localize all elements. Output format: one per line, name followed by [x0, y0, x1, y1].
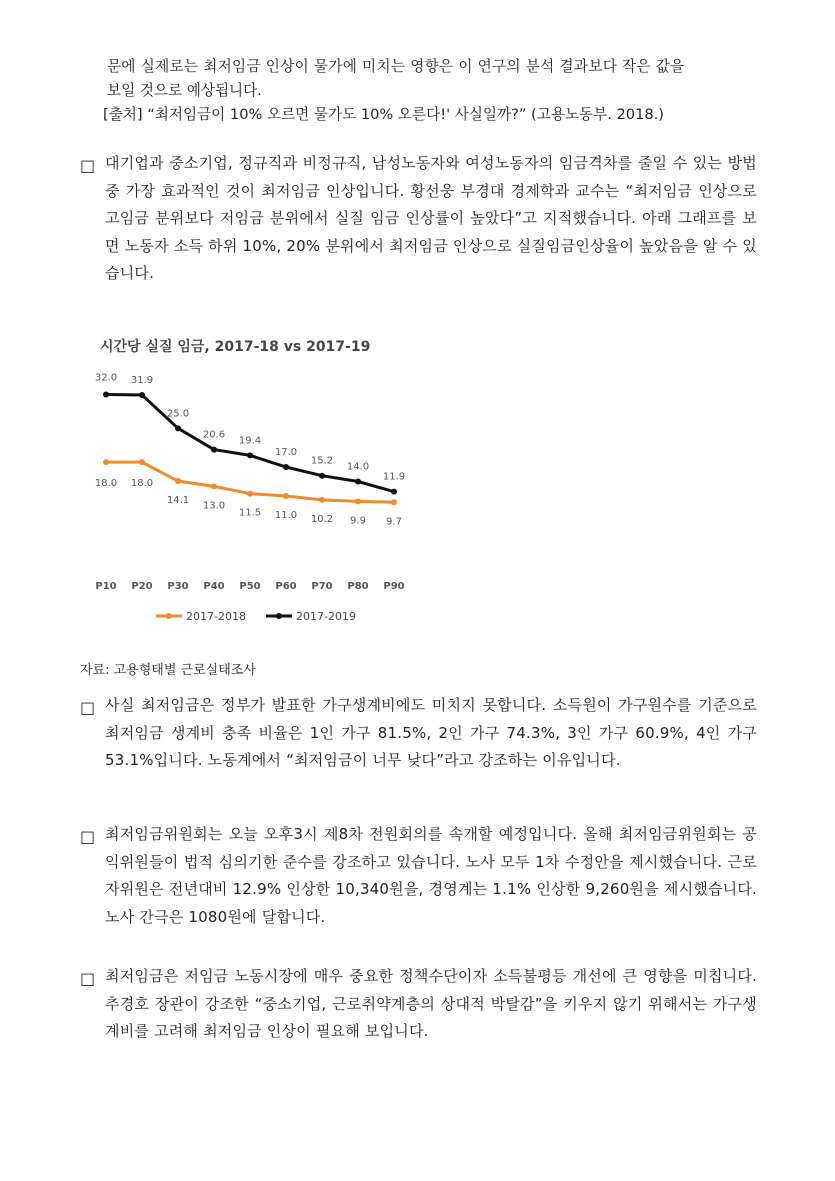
data-label-2017-2019-P10: 32.0 — [94, 372, 118, 384]
bullet-2: □ — [80, 698, 96, 717]
data-point-2017-2019-P30 — [175, 425, 181, 431]
data-point-2017-2019-P80 — [355, 479, 361, 485]
data-label-2017-2019-P90: 11.9 — [382, 471, 406, 483]
legend-item-2017-2019 — [266, 610, 356, 623]
data-label-2017-2019-P30: 25.0 — [166, 408, 190, 420]
wage-chart — [80, 325, 410, 640]
source-note: 자료: 고용형태별 근로실태조사 — [80, 663, 256, 678]
series-2017-2019 — [95, 373, 405, 495]
data-point-2017-2019-P10 — [103, 392, 109, 398]
data-label-2017-2019-P20: 31.9 — [130, 374, 154, 386]
data-point-2017-2018-P20 — [139, 459, 145, 465]
intro-line-2: 보일 것으로 예상됩니다. — [107, 82, 262, 99]
data-label-2017-2018-P50: 11.5 — [238, 507, 262, 519]
x-tick-P30: P30 — [167, 581, 189, 592]
data-point-2017-2019-P60 — [283, 464, 289, 470]
data-label-2017-2018-P10: 18.0 — [94, 478, 118, 490]
data-label-2017-2018-P90: 9.7 — [386, 516, 402, 528]
x-tick-P80: P80 — [347, 581, 369, 592]
legend-label-2017-2018: 2017-2018 — [186, 610, 246, 623]
x-tick-P40: P40 — [203, 581, 225, 592]
data-label-2017-2018-P80: 9.9 — [350, 515, 366, 527]
legend-label-2017-2019: 2017-2019 — [296, 610, 356, 623]
data-point-2017-2019-P50 — [247, 452, 253, 458]
paragraph-living-cost: 사실 최저임금은 정부가 발표한 가구생계비에도 미치지 못합니다. 소득원이 가구원수를 기준으로 최저임금 생계비 충족 비율은 1인 가구 81.5%, 2인 가구 74.3%, 3인 가구 60.9%, 4인 가구 53.1%입니다. 노동계에서 “최저임금이 너무 낮다”라고 강조하는 이유입니다. — [105, 696, 757, 769]
data-point-2017-2018-P50 — [247, 491, 253, 497]
data-point-2017-2018-P60 — [283, 493, 289, 499]
data-point-2017-2018-P40 — [211, 483, 217, 489]
paragraph-wage-gap: 대기업과 중소기업, 정규직과 비정규직, 남성노동자와 여성노동자의 임금격차를 줄일 수 있는 방법 중 가장 효과적인 것이 최저임금 인상입니다. 황선웅 부경대 경제학과 교수는 “최저임금 인상으로 고임금 분위보다 저임금 분위에서 실질 임금 인상률이 높았다”고 지적했습니다. 아래 그래프를 보면 노동자 소득 하위 10%, 20% 분위에서 최저임금 인상으로 실질임금인상율이 높았음을 알 수 있습니다. — [105, 154, 757, 282]
data-label-2017-2019-P50: 19.4 — [238, 435, 262, 447]
data-point-2017-2019-P20 — [139, 392, 145, 398]
x-tick-P60: P60 — [275, 581, 297, 592]
data-label-2017-2018-P70: 10.2 — [310, 513, 334, 525]
data-point-2017-2019-P70 — [319, 473, 325, 479]
data-point-2017-2018-P90 — [391, 499, 397, 505]
x-tick-P70: P70 — [311, 581, 333, 592]
data-point-2017-2018-P70 — [319, 497, 325, 503]
legend-item-2017-2018 — [156, 610, 246, 623]
data-label-2017-2019-P60: 17.0 — [274, 447, 298, 458]
data-label-2017-2019-P80: 14.0 — [346, 461, 370, 473]
x-tick-P20: P20 — [131, 581, 153, 592]
data-point-2017-2019-P40 — [211, 447, 217, 453]
data-label-2017-2018-P60: 11.0 — [274, 510, 298, 521]
data-point-2017-2018-P10 — [103, 459, 109, 465]
paragraph-wage-committee: 최저임금위원회는 오늘 오후3시 제8차 전원회의를 속개할 예정입니다. 올해 최저임금위원회는 공익위원들이 법적 심의기한 준수를 강조하고 있습니다. 노사 모두 1차 수정안을 제시했습니다. 근로자위원은 전년대비 12.9% 인상한 10,340원을, 경영계는 1.1% 인상한 9,260원을 제시했습니다. 노사 간극은 1080원에 달합니다. — [105, 825, 757, 926]
chart-title: 시간당 실질 임금, 2017-18 vs 2017-19 — [100, 339, 371, 355]
bullet-4: □ — [80, 969, 96, 988]
data-label-2017-2019-P40: 20.6 — [202, 429, 226, 441]
data-point-2017-2019-P90 — [391, 489, 397, 495]
intro-line-1: 문에 실제로는 최저임금 인상이 물가에 미치는 영향은 이 연구의 분석 결과보다 작은 값을 — [107, 58, 685, 75]
x-tick-P90: P90 — [383, 581, 405, 592]
paragraph-conclusion: 최저임금은 저임금 노동시장에 매우 중요한 정책수단이자 소득불평등 개선에 큰 영향을 미칩니다. 추경호 장관이 강조한 “중소기업, 근로취약계층의 상대적 박탈감”을 키우지 않기 위해서는 가구생계비를 고려해 최저임금 인상이 필요해 보입니다. — [105, 967, 757, 1040]
data-label-2017-2019-P70: 15.2 — [310, 455, 334, 467]
bullet-3: □ — [80, 827, 96, 846]
x-tick-P50: P50 — [239, 581, 261, 592]
data-label-2017-2018-P40: 13.0 — [202, 500, 226, 512]
data-label-2017-2018-P30: 14.1 — [166, 495, 190, 507]
bullet-1: □ — [80, 156, 96, 175]
data-point-2017-2018-P30 — [175, 478, 181, 484]
data-label-2017-2018-P20: 18.0 — [130, 478, 154, 490]
x-tick-P10: P10 — [95, 581, 117, 592]
intro-citation: [출처] “최저임금이 10% 오르면 물가도 10% 오른다!' 사실일까?” (고용노동부. 2018.) — [103, 106, 664, 123]
data-point-2017-2018-P80 — [355, 498, 361, 504]
